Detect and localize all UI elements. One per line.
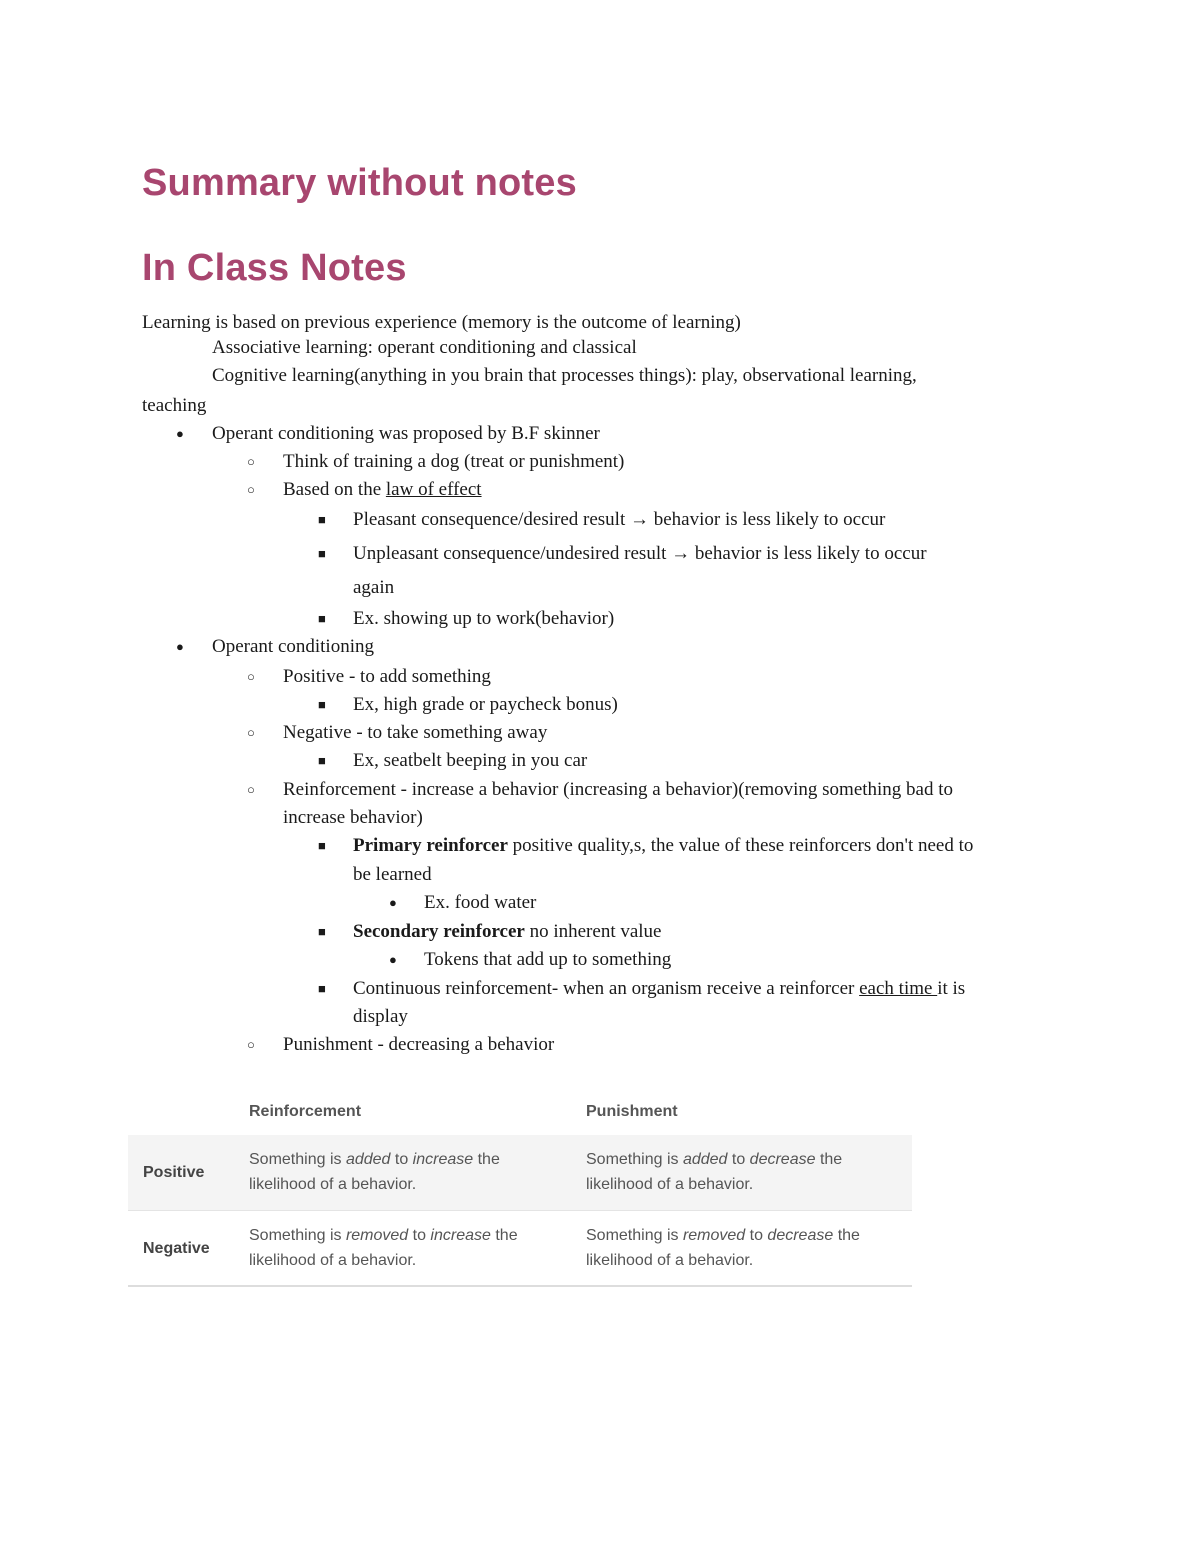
- bullet-square-icon: ■: [318, 753, 326, 768]
- note-tokens: Tokens that add up to something: [424, 949, 672, 970]
- note-ex-grade: Ex, high grade or paycheck bonus): [353, 694, 618, 715]
- note-intro: Learning is based on previous experience (memory is the outcome of learning): [142, 312, 741, 333]
- page-title-in-class-notes: In Class Notes: [142, 247, 407, 289]
- table-row-positive: [128, 1135, 912, 1211]
- note-operant-conditioning: Operant conditioning: [212, 636, 374, 657]
- cell-negative-reinforcement: Something is removed to increase the likelihood of a behavior.: [249, 1227, 518, 1269]
- note-cognitive: Cognitive learning(anything in you brain that processes things): play, observational learning,: [212, 365, 917, 386]
- column-header-reinforcement: Reinforcement: [249, 1103, 362, 1120]
- note-punishment: Punishment - decreasing a behavior: [283, 1034, 555, 1055]
- bullet-square-icon: ■: [318, 546, 326, 561]
- row-label-negative: Negative: [143, 1240, 210, 1257]
- cell-positive-reinforcement: Something is added to increase the likelihood of a behavior.: [249, 1151, 500, 1193]
- note-secondary-reinforcer: Secondary reinforcer no inherent value: [353, 921, 662, 942]
- note-ex-food: Ex. food water: [424, 892, 537, 913]
- note-negative: Negative - to take something away: [283, 722, 548, 743]
- bullet-disc-icon: ●: [176, 639, 184, 654]
- bullet-circle-icon: ○: [247, 669, 255, 684]
- bullet-disc-icon: ●: [389, 895, 397, 910]
- bullet-square-icon: ■: [318, 512, 326, 527]
- note-pleasant: Pleasant consequence/desired result → behavior is less likely to occur: [353, 509, 886, 530]
- cell-positive-punishment: Something is added to decrease the likelihood of a behavior.: [586, 1151, 843, 1193]
- note-ex-seatbelt: Ex, seatbelt beeping in you car: [353, 750, 588, 771]
- bullet-circle-icon: ○: [247, 782, 255, 797]
- note-reinforcement: Reinforcement - increase a behavior (increasing a behavior)(removing something bad to: [283, 779, 954, 800]
- note-continuous-continued: display: [353, 1006, 408, 1027]
- note-positive: Positive - to add something: [283, 666, 491, 687]
- bullet-square-icon: ■: [318, 981, 326, 996]
- note-primary-continued: be learned: [353, 864, 432, 885]
- bullet-circle-icon: ○: [247, 482, 255, 497]
- bullet-square-icon: ■: [318, 697, 326, 712]
- bullet-square-icon: ■: [318, 838, 326, 853]
- note-associative: Associative learning: operant conditioning and classical: [212, 337, 637, 358]
- note-unpleasant: Unpleasant consequence/undesired result → behavior is less likely to occur: [353, 543, 927, 564]
- bullet-square-icon: ■: [318, 611, 326, 626]
- table-row-negative: [128, 1211, 912, 1287]
- bullet-square-icon: ■: [318, 924, 326, 939]
- column-header-punishment: Punishment: [586, 1103, 678, 1120]
- row-label-positive: Positive: [143, 1164, 205, 1181]
- note-unpleasant-continued: again: [353, 577, 395, 598]
- cell-negative-punishment: Something is removed to decrease the likelihood of a behavior.: [586, 1227, 860, 1269]
- law-of-effect-link: law of effect: [385, 479, 482, 500]
- note-continuous-reinforcement: Continuous reinforcement- when an organism receive a reinforcer each time it is: [353, 978, 966, 999]
- note-reinforcement-continued: increase behavior): [283, 807, 423, 828]
- bullet-circle-icon: ○: [247, 725, 255, 740]
- note-oc-proposed: Operant conditioning was proposed by B.F skinner: [212, 423, 600, 444]
- bullet-circle-icon: ○: [247, 1037, 255, 1052]
- note-think-dog: Think of training a dog (treat or punishment): [283, 451, 625, 472]
- note-law-of-effect: Based on the law of effect: [283, 479, 482, 500]
- table-header-row: [128, 1085, 912, 1135]
- bullet-disc-icon: ●: [389, 952, 397, 967]
- bullet-disc-icon: ●: [176, 426, 184, 441]
- page-title-summary: Summary without notes: [142, 162, 577, 204]
- note-ex-work: Ex. showing up to work(behavior): [353, 608, 615, 629]
- bullet-circle-icon: ○: [247, 454, 255, 469]
- note-cognitive-continued: teaching: [142, 395, 207, 416]
- note-primary-reinforcer: Primary reinforcer positive quality,s, the value of these reinforcers don't need to: [353, 835, 974, 856]
